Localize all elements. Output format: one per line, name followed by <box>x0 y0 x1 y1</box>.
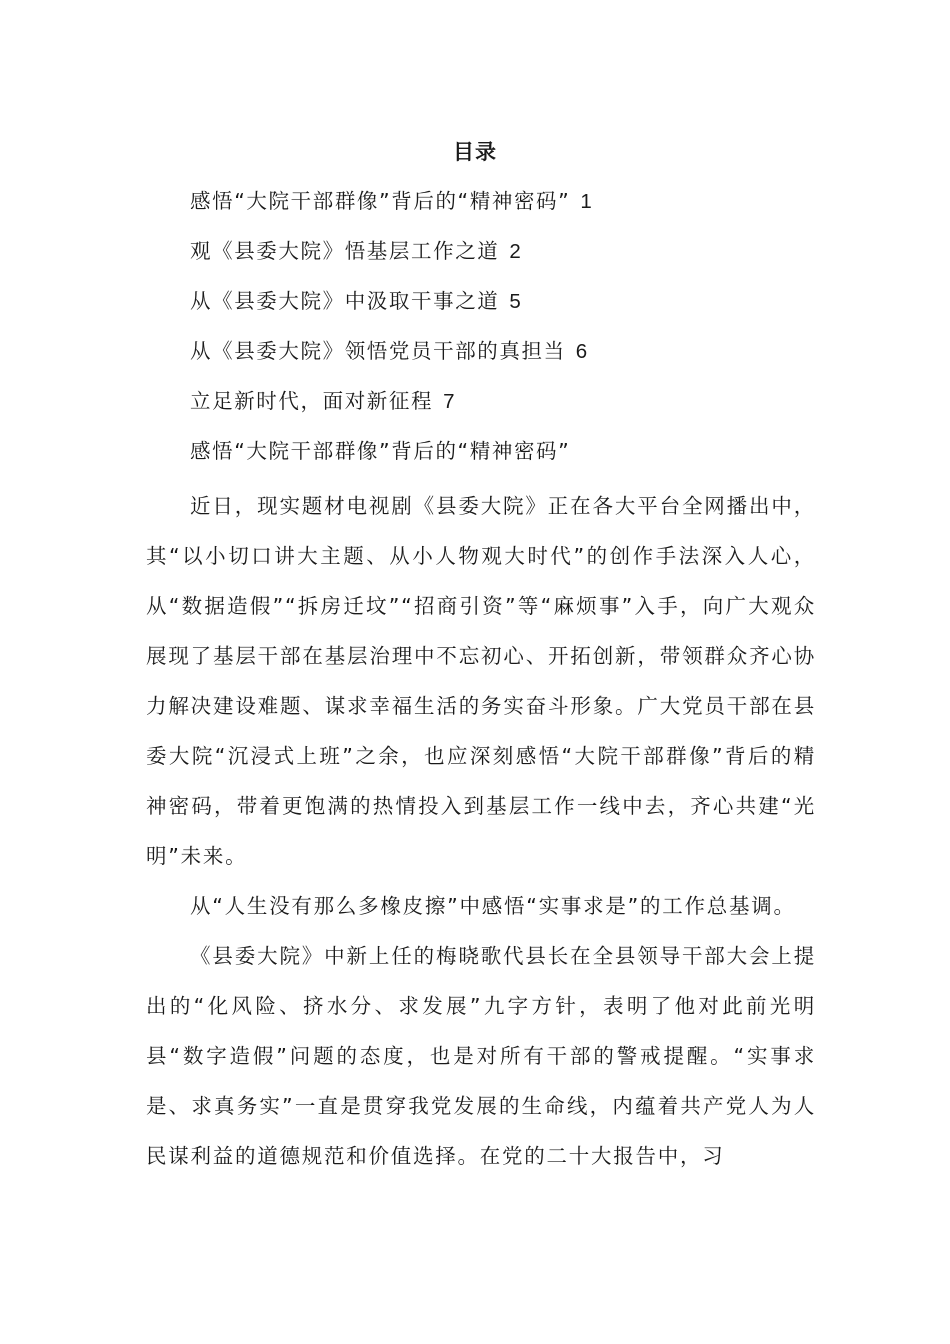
toc-entry-title: 立足新时代，面对新征程 <box>190 389 434 413</box>
toc-entry-title: 感悟“大院干部群像”背后的“精神密码” <box>190 189 571 213</box>
section-heading: 感悟“大院干部群像”背后的“精神密码” <box>190 439 571 463</box>
body-paragraph: 近日，现实题材电视剧《县委大院》正在各大平台全网播出中，其“以小切口讲大主题、从小人物观大时代”的创作手法深入人心，从“数据造假”“拆房迁坟”“招商引资”等“麻烦事”入手，向广大观众展现了基层干部在基层治理中不忘初心、开拓创新，带领群众齐心协力解决建设难题、谋求幸福生活的务实奋斗形象。广大党员干部在县委大院“沉浸式上班”之余，也应深刻感悟“大院干部群像”背后的精神密码，带着更饱满的热情投入到基层工作一线中去，齐心共建“光明”未来。 <box>146 494 816 868</box>
toc-entry[interactable] <box>190 331 850 381</box>
toc-entry-page: 1 <box>580 190 594 213</box>
toc-entry-page: 2 <box>509 240 523 263</box>
toc-entry-title: 从《县委大院》中汲取干事之道 <box>190 289 500 313</box>
toc-entry[interactable] <box>190 381 850 431</box>
body-paragraph: 《县委大院》中新上任的梅晓歌代县长在全县领导干部大会上提出的“化风险、挤水分、求发展”九字方针，表明了他对此前光明县“数字造假”问题的态度，也是对所有干部的警戒提醒。“实事求是、求真务实”一直是贯穿我党发展的生命线，内蕴着共产党人为人民谋利益的道德规范和价值选择。在党的二十大报告中，习 <box>146 944 816 1168</box>
table-of-contents <box>190 181 850 431</box>
toc-entry[interactable] <box>190 181 850 231</box>
toc-entry[interactable] <box>190 281 850 331</box>
toc-entry[interactable] <box>190 231 850 281</box>
toc-entry-page: 7 <box>443 390 457 413</box>
toc-entry-title: 观《县委大院》悟基层工作之道 <box>190 239 500 263</box>
article-body <box>146 431 816 1181</box>
body-paragraph: 从“人生没有那么多橡皮擦”中感悟“实事求是”的工作总基调。 <box>190 894 796 918</box>
toc-entry-page: 6 <box>575 340 589 363</box>
toc-title: 目录 <box>453 140 497 164</box>
toc-entry-page: 5 <box>509 290 523 313</box>
toc-entry-title: 从《县委大院》领悟党员干部的真担当 <box>190 339 566 363</box>
